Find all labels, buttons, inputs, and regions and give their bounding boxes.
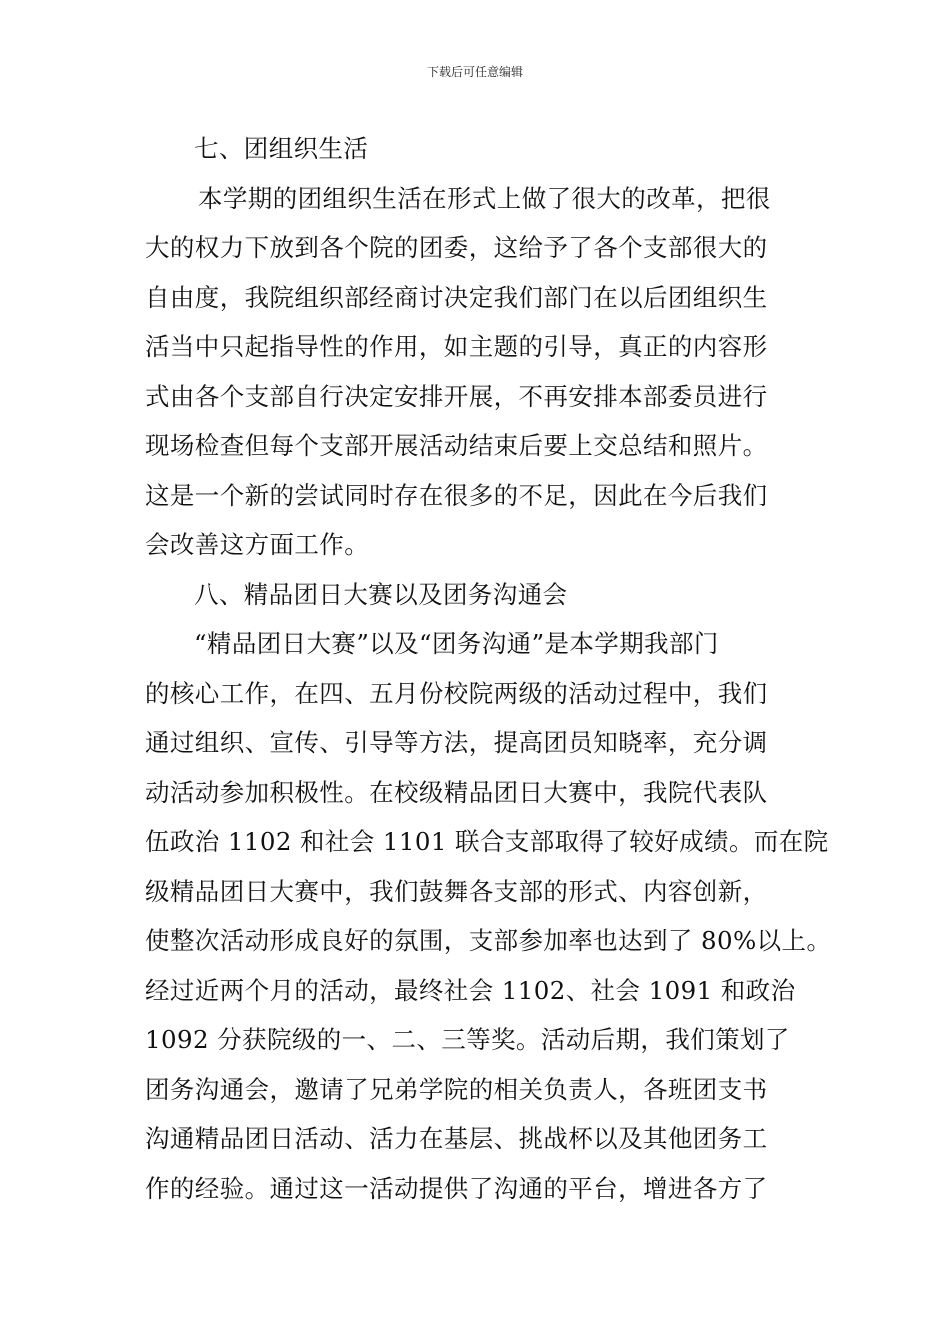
paragraph-line: 沟通精品团日活动、活力在基层、挑战杯以及其他团务工 bbox=[145, 1124, 768, 1153]
paragraph-line: 自由度，我院组织部经商讨决定我们部门在以后团组织生 bbox=[145, 282, 768, 312]
paragraph-line: 级精品团日大赛中，我们鼓舞各支部的形式、内容创新， bbox=[145, 876, 768, 906]
section-heading-eight: 八、精品团日大赛以及团务沟通会 bbox=[194, 579, 568, 609]
paragraph-line: 1092 分获院级的一、二、三等奖。活动后期，我们策划了 bbox=[145, 1025, 790, 1054]
header-note: 下载后可任意编辑 bbox=[426, 65, 523, 79]
paragraph-line: 大的权力下放到各个院的团委，这给予了各个支部很大的 bbox=[145, 233, 768, 262]
section-heading-seven: 七、团组织生活 bbox=[194, 134, 369, 163]
paragraph-line: 现场检查但每个支部开展活动结束后要上交总结和照片。 bbox=[145, 431, 768, 460]
paragraph-line: 伍政治 1102 和社会 1101 联合支部取得了较好成绩。而在院 bbox=[145, 827, 829, 856]
paragraph-line: 使整次活动形成良好的氛围，支部参加率也达到了 80%以上。 bbox=[145, 926, 832, 955]
paragraph-line: 动活动参加积极性。在校级精品团日大赛中，我院代表队 bbox=[145, 777, 768, 807]
paragraph-line: 团务沟通会，邀请了兄弟学院的相关负责人，各班团支书 bbox=[145, 1074, 768, 1104]
paragraph-line: 作的经验。通过这一活动提供了沟通的平台，增进各方了 bbox=[145, 1173, 768, 1203]
paragraph-line: 式由各个支部自行决定安排开展，不再安排本部委员进行 bbox=[145, 381, 768, 411]
paragraph-line: 活当中只起指导性的作用，如主题的引导，真正的内容形 bbox=[145, 332, 768, 361]
document-body bbox=[145, 124, 832, 1213]
paragraph-line: 这是一个新的尝试同时存在很多的不足，因此在今后我们 bbox=[145, 480, 768, 510]
paragraph-line: 的核心工作，在四、五月份校院两级的活动过程中，我们 bbox=[145, 678, 768, 708]
paragraph-line: 会改善这方面工作。 bbox=[145, 530, 370, 559]
paragraph-line: 本学期的团组织生活在形式上做了很大的改革，把很 bbox=[198, 183, 771, 213]
paragraph-line: “精品团日大赛”以及“团务沟通”是本学期我部门 bbox=[194, 629, 719, 658]
paragraph-line: 经过近两个月的活动，最终社会 1102、社会 1091 和政治 bbox=[145, 975, 796, 1005]
paragraph-line: 通过组织、宣传、引导等方法，提高团员知晓率，充分调 bbox=[145, 728, 768, 757]
